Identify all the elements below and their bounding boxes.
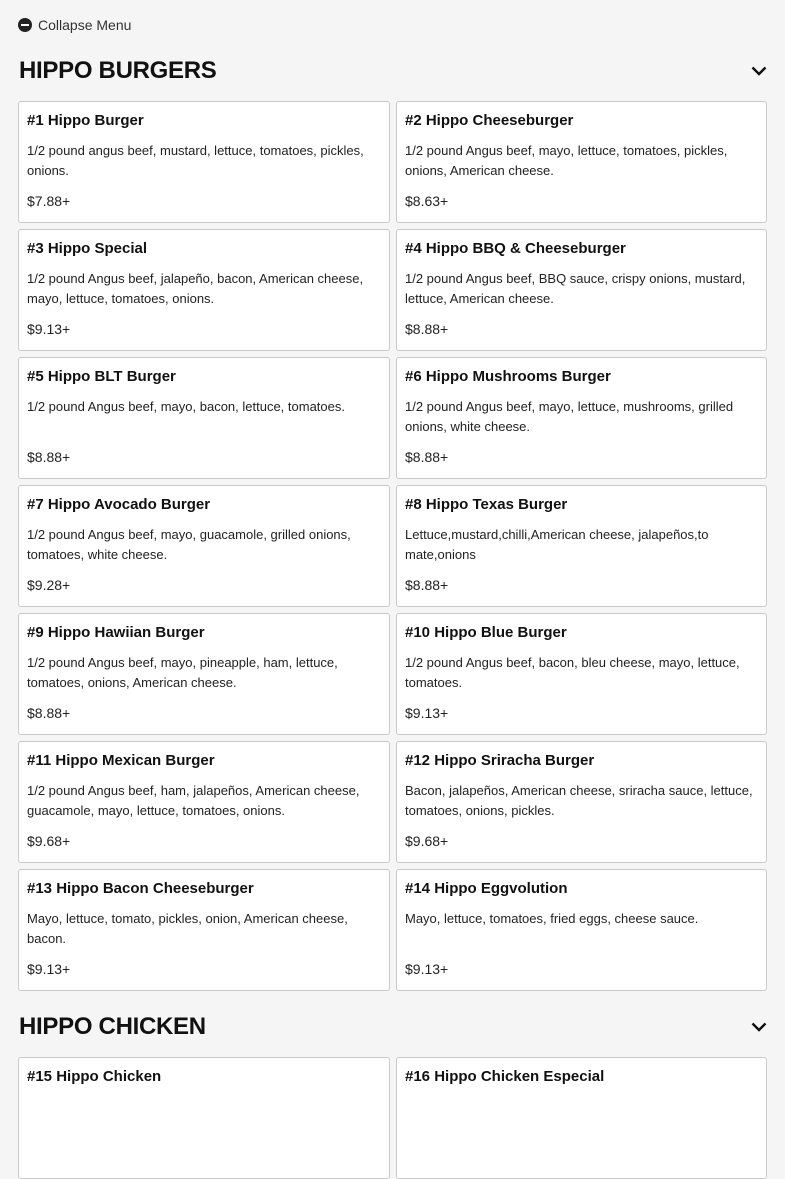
- menu-item-description: 1/2 pound Angus beef, mayo, lettuce, mushrooms, grilled onions, white cheese.: [405, 399, 734, 434]
- menu-item-name: #6 Hippo Mushrooms Burger: [405, 368, 611, 385]
- menu-item-price: $8.88+: [27, 449, 71, 465]
- menu-item-description: 1/2 pound Angus beef, ham, jalapeños, American cheese, guacamole, mayo, lettuce, tomatoes, onions.: [27, 783, 360, 818]
- menu-item-card[interactable]: [396, 101, 767, 223]
- menu-item-card[interactable]: [396, 869, 767, 991]
- menu-item-name: #3 Hippo Special: [27, 240, 148, 257]
- menu-item-name: #14 Hippo Eggvolution: [405, 880, 568, 897]
- menu-item-name: #7 Hippo Avocado Burger: [27, 496, 211, 513]
- menu-item-card[interactable]: [18, 229, 390, 351]
- menu-item-card[interactable]: [396, 357, 767, 479]
- menu-item-description: 1/2 pound Angus beef, BBQ sauce, crispy onions, mustard, lettuce, American cheese.: [405, 271, 746, 306]
- menu-item-price: $8.88+: [405, 449, 449, 465]
- menu-item-description: 1/2 pound Angus beef, mayo, pineapple, ham, lettuce, tomatoes, onions, American cheese.: [27, 655, 338, 690]
- menu-item-card[interactable]: [396, 485, 767, 607]
- menu-item-price: $9.68+: [27, 833, 71, 849]
- section-header[interactable]: [0, 53, 785, 89]
- section-header[interactable]: [0, 1009, 785, 1045]
- menu-item-price: $9.13+: [27, 321, 71, 337]
- menu-item-description: 1/2 pound angus beef, mustard, lettuce, tomatoes, pickles, onions.: [27, 143, 364, 178]
- menu-item-description: 1/2 pound Angus beef, jalapeño, bacon, American cheese, mayo, lettuce, tomatoes, onions.: [27, 271, 364, 306]
- menu-item-description: [27, 1097, 381, 1137]
- menu-item-description: Lettuce,mustard,chilli,American cheese, jalapeños,to mate,onions: [405, 527, 709, 562]
- chevron-down-icon[interactable]: [751, 66, 767, 76]
- section-hippo-burgers: [0, 53, 785, 89]
- collapse-menu-button[interactable]: [18, 17, 131, 33]
- menu-item-description: 1/2 pound Angus beef, mayo, bacon, lettuce, tomatoes.: [27, 399, 345, 414]
- menu-item-price: $8.88+: [405, 577, 449, 593]
- menu-item-name: #10 Hippo Blue Burger: [405, 624, 567, 641]
- menu-item-name: #12 Hippo Sriracha Burger: [405, 752, 595, 769]
- menu-item-name: #2 Hippo Cheeseburger: [405, 112, 574, 129]
- menu-item-price: $7.88+: [27, 193, 71, 209]
- menu-item-name: #15 Hippo Chicken: [27, 1068, 162, 1085]
- menu-item-description: [405, 1097, 758, 1137]
- menu-grid-chicken: [18, 1057, 767, 1179]
- menu-item-price: $8.88+: [27, 705, 71, 721]
- menu-item-card[interactable]: [396, 741, 767, 863]
- menu-item-price: $8.88+: [405, 321, 449, 337]
- menu-item-price: $9.13+: [405, 705, 449, 721]
- menu-item-card[interactable]: [18, 101, 390, 223]
- menu-item-card[interactable]: [18, 1057, 390, 1179]
- menu-item-name: #8 Hippo Texas Burger: [405, 496, 568, 513]
- menu-item-card[interactable]: [18, 485, 390, 607]
- collapse-menu-label: Collapse Menu: [38, 17, 132, 33]
- menu-item-price: $9.68+: [405, 833, 449, 849]
- menu-item-description: 1/2 pound Angus beef, mayo, lettuce, tomatoes, pickles, onions, American cheese.: [405, 143, 728, 178]
- menu-item-card[interactable]: [18, 357, 390, 479]
- menu-item-price: $9.28+: [27, 577, 71, 593]
- menu-item-name: #16 Hippo Chicken Especial: [405, 1068, 605, 1085]
- menu-item-card[interactable]: [18, 869, 390, 991]
- section-title: HIPPO BURGERS: [19, 57, 217, 84]
- chevron-down-icon[interactable]: [751, 1022, 767, 1032]
- menu-item-description: 1/2 pound Angus beef, bacon, bleu cheese, mayo, lettuce, tomatoes.: [405, 655, 740, 690]
- menu-item-card[interactable]: [396, 229, 767, 351]
- section-title: HIPPO CHICKEN: [19, 1013, 206, 1040]
- menu-item-name: #13 Hippo Bacon Cheeseburger: [27, 880, 254, 897]
- menu-item-card[interactable]: [396, 613, 767, 735]
- menu-item-name: #4 Hippo BBQ & Cheeseburger: [405, 240, 626, 257]
- menu-item-name: #11 Hippo Mexican Burger: [27, 752, 215, 769]
- menu-item-price: $9.13+: [27, 961, 71, 977]
- menu-grid-burgers: [18, 101, 767, 991]
- menu-item-description: Mayo, lettuce, tomato, pickles, onion, American cheese, bacon.: [27, 911, 348, 946]
- menu-item-description: 1/2 pound Angus beef, mayo, guacamole, grilled onions, tomatoes, white cheese.: [27, 527, 351, 562]
- menu-item-card[interactable]: [18, 741, 390, 863]
- menu-item-description: Bacon, jalapeños, American cheese, sriracha sauce, lettuce, tomatoes, onions, pickles.: [405, 783, 753, 818]
- menu-item-card[interactable]: [396, 1057, 767, 1179]
- menu-item-description: Mayo, lettuce, tomatoes, fried eggs, cheese sauce.: [405, 911, 699, 926]
- menu-item-name: #9 Hippo Hawiian Burger: [27, 624, 205, 641]
- menu-item-price: $9.13+: [405, 961, 449, 977]
- menu-item-name: #1 Hippo Burger: [27, 112, 144, 129]
- minus-circle-icon: [18, 18, 32, 32]
- section-hippo-chicken: [0, 1009, 785, 1045]
- menu-item-name: #5 Hippo BLT Burger: [27, 368, 176, 385]
- menu-item-price: $8.63+: [405, 193, 449, 209]
- menu-item-card[interactable]: [18, 613, 390, 735]
